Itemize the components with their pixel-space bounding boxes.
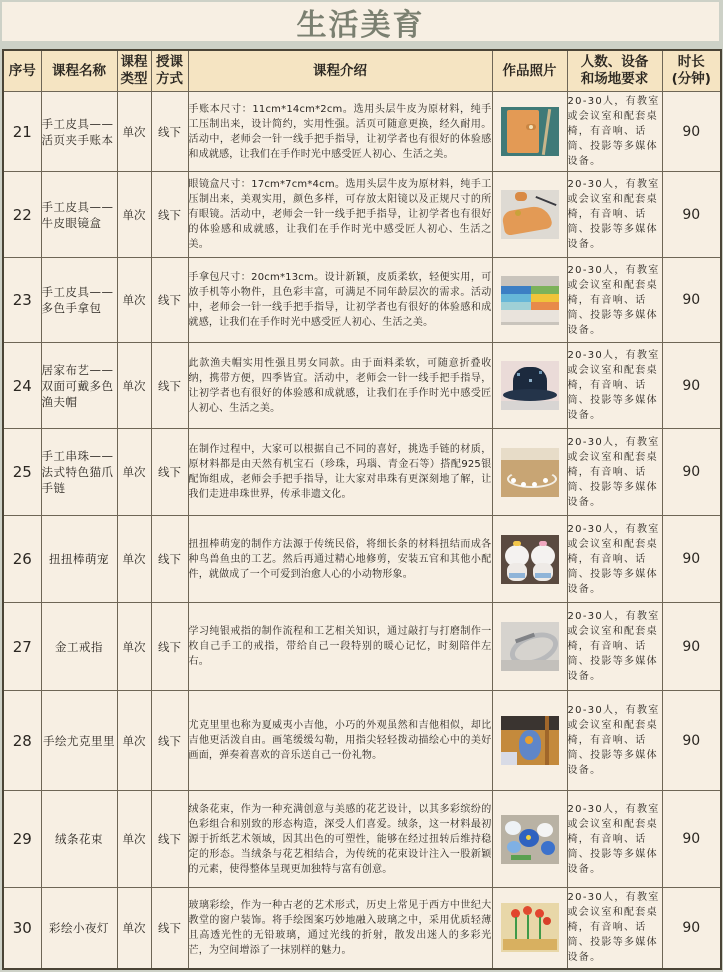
row-course-name: 彩绘小夜灯 <box>41 888 117 969</box>
row-course-name: 手绘尤克里里 <box>41 691 117 791</box>
header-type-line1: 课程 <box>120 54 148 70</box>
row-photo-cell <box>492 172 567 258</box>
row-course-name: 手工皮具——牛皮眼镜盒 <box>41 172 117 258</box>
row-description: 扭扭棒萌宠的制作方法源于传统民俗，将细长条的材料扭结而成各种鸟兽鱼虫的工艺。然后再通过精心地修剪，安装五官和其他小配件，就做成了一个可爱到治愈人心的小动物形象。 <box>188 516 492 603</box>
row-description: 在制作过程中，大家可以根据自己不同的喜好，挑选手链的材质，原材料都是由天然有机宝石（珍珠，玛瑙、青金石等）搭配925银配饰组成，老师会手把手指导，让大家对串珠有更深刻地了解，让我们走进串珠世界，传承非遗文化。 <box>188 429 492 516</box>
row-course-name: 手工皮具——多色手拿包 <box>41 258 117 343</box>
table-row <box>3 92 721 172</box>
row-course-name: 居家布艺——双面可戴多色渔夫帽 <box>41 343 117 429</box>
row-description: 玻璃彩绘，作为一种古老的艺术形式，历史上常见于西方中世纪大教堂的窗户装饰。将手绘图案巧妙地融入玻璃之中，采用优质轻薄且高透光性的无铅玻璃，通过光线的折射，散发出迷人的多彩光芒，为空间增添了一抹别样的魅力。 <box>188 888 492 969</box>
silver-ring-photo <box>501 622 559 671</box>
row-description: 绒条花束，作为一种充满创意与美感的花艺设计，以其多彩缤纷的色彩组合和别致的形态构造，深受人们喜爱。绒条，这一材料最初源于折纸艺术领域，因其出色的可塑性，能够在经过扭转后维持稳定的形态。当绒条与花艺相结合，为传统的花束设计注入一股新颖的元素，使得整体呈现更加独特与富有创意。 <box>188 791 492 888</box>
row-no: 29 <box>3 791 41 888</box>
table-row <box>3 172 721 258</box>
row-requirements: 20-30人，有教室或会议室和配套桌椅，有音响、话筒、投影等多媒体设备。 <box>567 92 662 172</box>
header-dur <box>662 50 721 92</box>
row-course-type: 单次 <box>117 92 151 172</box>
row-photo-cell <box>492 888 567 969</box>
row-requirements: 20-30人，有教室或会议室和配套桌椅，有音响、话筒、投影等多媒体设备。 <box>567 343 662 429</box>
page-title: 生活美育 <box>296 7 425 43</box>
row-description: 尤克里里也称为夏威夷小吉他，小巧的外观虽然和吉他相似，却比吉他更活泼自由。画笔缓缓勾勒，用指尖轻轻拨动描绘心中的美好画面，弹奏着喜欢的音乐送自己一份礼物。 <box>188 691 492 791</box>
row-requirements: 20-30人，有教室或会议室和配套桌椅，有音响、话筒、投影等多媒体设备。 <box>567 603 662 691</box>
row-duration: 90 <box>662 258 721 343</box>
row-requirements: 20-30人，有教室或会议室和配套桌椅，有音响、话筒、投影等多媒体设备。 <box>567 691 662 791</box>
row-duration: 90 <box>662 691 721 791</box>
header-dur-line2: (分钟) <box>671 71 711 87</box>
header-req <box>567 50 662 92</box>
leather-notebook-photo <box>501 107 559 156</box>
row-course-type: 单次 <box>117 172 151 258</box>
header-type-line2: 类型 <box>120 71 148 87</box>
row-course-type: 单次 <box>117 516 151 603</box>
header-name: 课程名称 <box>41 50 117 92</box>
row-photo-cell <box>492 429 567 516</box>
table-header-row <box>3 50 721 92</box>
row-duration: 90 <box>662 429 721 516</box>
row-requirements: 20-30人，有教室或会议室和配套桌椅，有音响、话筒、投影等多媒体设备。 <box>567 516 662 603</box>
table-row <box>3 791 721 888</box>
row-teaching-mode: 线下 <box>151 258 188 343</box>
header-mode-line2: 方式 <box>156 71 183 87</box>
row-no: 22 <box>3 172 41 258</box>
row-description: 此款渔夫帽实用性强且男女同款。由于面料柔软，可随意折叠收纳，携带方便，四季皆宜。活动中，老师会一针一线手把手指导，让初学者也有很好的体验感和成就感，让我们在手作时光中感受匠人初心、生活之美。 <box>188 343 492 429</box>
row-no: 21 <box>3 92 41 172</box>
row-no: 24 <box>3 343 41 429</box>
pipe-cleaner-puppies-photo <box>501 535 559 584</box>
multicolor-clutch-photo <box>501 276 559 325</box>
row-course-type: 单次 <box>117 691 151 791</box>
row-photo-cell <box>492 791 567 888</box>
header-no: 序号 <box>3 50 41 92</box>
row-photo-cell <box>492 343 567 429</box>
row-no: 23 <box>3 258 41 343</box>
row-duration: 90 <box>662 603 721 691</box>
row-course-type: 单次 <box>117 343 151 429</box>
row-photo-cell <box>492 92 567 172</box>
header-desc: 课程介绍 <box>188 50 492 92</box>
row-no: 27 <box>3 603 41 691</box>
table-row <box>3 516 721 603</box>
row-photo-cell <box>492 691 567 791</box>
row-course-type: 单次 <box>117 603 151 691</box>
row-duration: 90 <box>662 172 721 258</box>
leather-glasses-case-photo <box>501 190 559 239</box>
header-req-line2: 和场地要求 <box>580 71 649 87</box>
header-dur-line1: 时长 <box>677 54 705 70</box>
row-description: 手拿包尺寸：20cm*13cm。设计新颖，皮质柔软，轻便实用，可放手机等小物件，且色彩丰富，可满足不同年龄层次的需求。活动中，老师会一针一线手把手指导，让初学者也有很好的体验感和成就感，让我们在手作时光中感受匠人初心、生活之美。 <box>188 258 492 343</box>
header-req-line1: 人数、设备 <box>580 54 649 70</box>
row-no: 25 <box>3 429 41 516</box>
table-row <box>3 691 721 791</box>
row-description: 手账本尺寸：11cm*14cm*2cm。选用头层牛皮为原材料，纯手工压制出来，设计简约，实用性强。活页可随意更换，经久耐用。活动中，老师会一针一线手把手指导，让初学者也有很好的体验感和成就感，让我们在手作时光中感受匠人初心、生活之美。 <box>188 92 492 172</box>
table-row <box>3 603 721 691</box>
row-course-type: 单次 <box>117 429 151 516</box>
row-teaching-mode: 线下 <box>151 888 188 969</box>
course-table <box>2 49 722 970</box>
row-course-name: 手工串珠——法式特色猫爪手链 <box>41 429 117 516</box>
table-row <box>3 258 721 343</box>
row-description: 学习纯银戒指的制作流程和工艺相关知识，通过敲打与打磨制作一枚自己手工的戒指，带给自己一段特别的暖心记忆，时刻陪伴左右。 <box>188 603 492 691</box>
row-photo-cell <box>492 516 567 603</box>
row-duration: 90 <box>662 343 721 429</box>
row-teaching-mode: 线下 <box>151 691 188 791</box>
row-requirements: 20-30人，有教室或会议室和配套桌椅，有音响、话筒、投影等多媒体设备。 <box>567 791 662 888</box>
row-photo-cell <box>492 258 567 343</box>
row-requirements: 20-30人，有教室或会议室和配套桌椅，有音响、话筒、投影等多媒体设备。 <box>567 172 662 258</box>
row-course-name: 绒条花束 <box>41 791 117 888</box>
title-banner <box>2 2 719 41</box>
row-course-type: 单次 <box>117 791 151 888</box>
row-course-type: 单次 <box>117 888 151 969</box>
table-row <box>3 888 721 969</box>
row-duration: 90 <box>662 516 721 603</box>
row-no: 26 <box>3 516 41 603</box>
row-teaching-mode: 线下 <box>151 429 188 516</box>
row-no: 30 <box>3 888 41 969</box>
row-photo-cell <box>492 603 567 691</box>
row-duration: 90 <box>662 791 721 888</box>
row-course-name: 扭扭棒萌宠 <box>41 516 117 603</box>
row-teaching-mode: 线下 <box>151 516 188 603</box>
table-row <box>3 429 721 516</box>
row-requirements: 20-30人，有教室或会议室和配套桌椅，有音响、话筒、投影等多媒体设备。 <box>567 888 662 969</box>
row-requirements: 20-30人，有教室或会议室和配套桌椅，有音响、话筒、投影等多媒体设备。 <box>567 429 662 516</box>
header-photo: 作品照片 <box>492 50 567 92</box>
row-no: 28 <box>3 691 41 791</box>
row-course-name: 手工皮具——活页夹手账本 <box>41 92 117 172</box>
row-teaching-mode: 线下 <box>151 343 188 429</box>
table-row <box>3 343 721 429</box>
row-teaching-mode: 线下 <box>151 603 188 691</box>
row-duration: 90 <box>662 888 721 969</box>
header-mode <box>151 50 188 92</box>
header-type <box>117 50 151 92</box>
header-mode-line1: 授课 <box>156 54 183 70</box>
bucket-hat-photo <box>501 361 559 410</box>
row-description: 眼镜盒尺寸：17cm*7cm*4cm。选用头层牛皮为原材料，纯手工压制出来，美观实用，颜色多样，可存放太阳镜以及正规尺寸的所有眼镜。活动中，老师会一针一线手把手指导，让初学者也有很好的体验感和成就感，让我们在手作时光中感受匠人初心、生活之美。 <box>188 172 492 258</box>
row-course-type: 单次 <box>117 258 151 343</box>
pearl-bracelet-photo <box>501 448 559 497</box>
row-teaching-mode: 线下 <box>151 92 188 172</box>
row-teaching-mode: 线下 <box>151 172 188 258</box>
row-teaching-mode: 线下 <box>151 791 188 888</box>
row-requirements: 20-30人，有教室或会议室和配套桌椅，有音响、话筒、投影等多媒体设备。 <box>567 258 662 343</box>
painted-ukulele-photo <box>501 716 559 765</box>
row-course-name: 金工戒指 <box>41 603 117 691</box>
chenille-bouquet-photo <box>501 815 559 864</box>
row-duration: 90 <box>662 92 721 172</box>
painted-night-light-photo <box>501 903 559 952</box>
